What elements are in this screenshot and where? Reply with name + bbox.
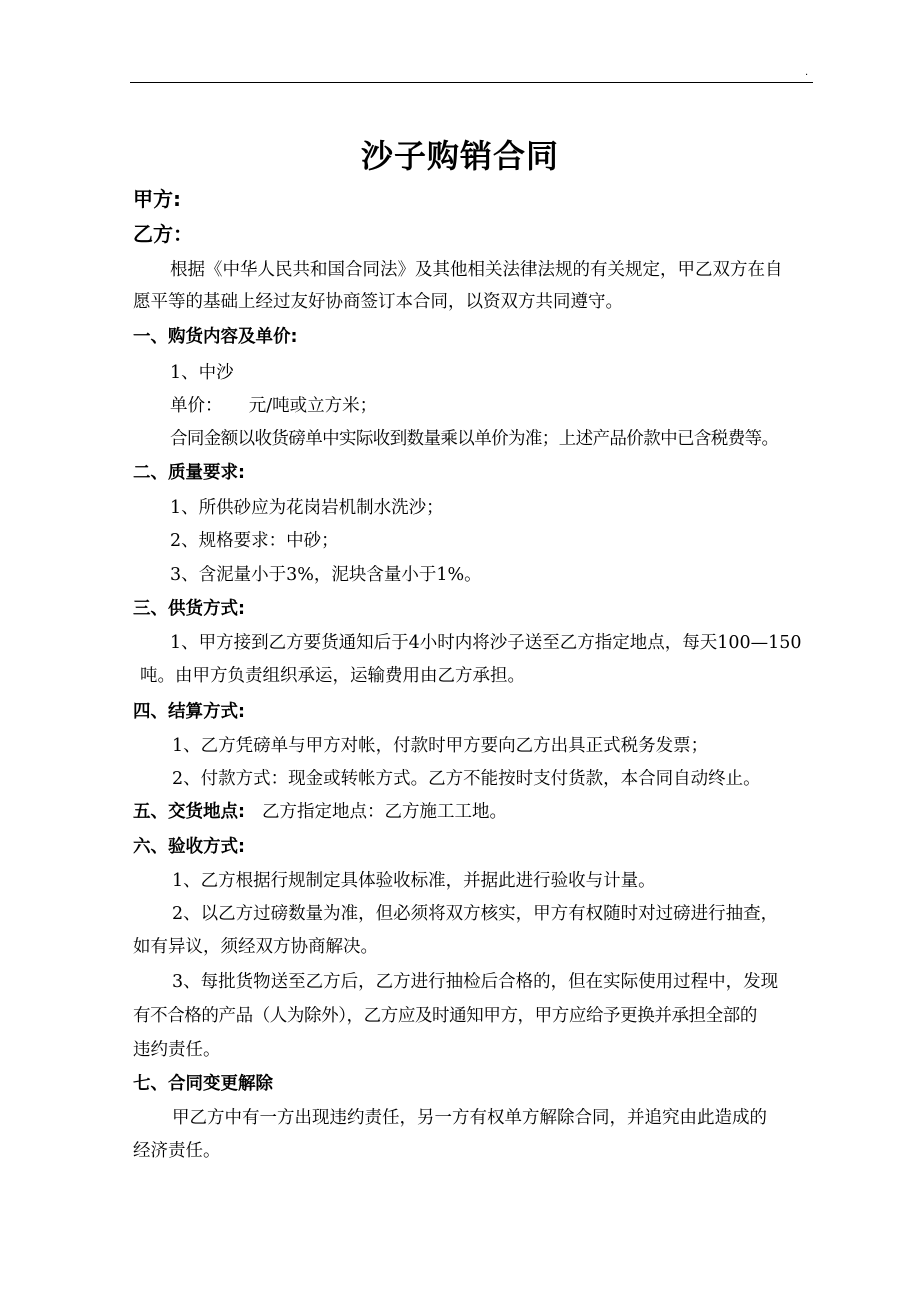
clause-line: 3、每批货物送至乙方后，乙方进行抽检后合格的，但在实际使用过程中，发现 [172, 972, 779, 992]
clause-line: 甲乙方中有一方出现违约责任，另一方有权单方解除合同，并追究由此造成的 [172, 1108, 767, 1128]
clause-line: 经济责任。 [133, 1141, 221, 1161]
party-a-label: 甲方: [133, 187, 181, 211]
section-heading: 四、结算方式: [133, 702, 245, 722]
clause-line: 1、甲方接到乙方要货通知后于4小时内将沙子送至乙方指定地点，每天100—150 [170, 633, 802, 653]
clause-line: 1、乙方凭磅单与甲方对帐，付款时甲方要向乙方出具正式税务发票； [172, 736, 709, 756]
document-title: 沙子购销合同 [360, 137, 559, 175]
section-heading: 六、验收方式: [133, 837, 245, 857]
clause-line: 1、中沙 [170, 363, 234, 383]
clause-line: 单价： 元/吨或立方米； [170, 396, 378, 416]
clause-line: 有不合格的产品（人为除外），乙方应及时通知甲方，甲方应给予更换并承担全部的 [133, 1006, 757, 1026]
intro-line: 根据《中华人民共和国合同法》及其他相关法律法规的有关规定，甲乙双方在自 [170, 260, 783, 280]
party-b-label: 乙方： [133, 222, 193, 246]
header-rule [130, 82, 813, 83]
clause-line: 如有异议，须经双方协商解决。 [133, 937, 378, 957]
header-mark: . [805, 67, 809, 78]
clause-line: 2、规格要求：中砂； [170, 531, 339, 551]
section-heading: 三、供货方式: [133, 599, 245, 619]
section-heading: 七、合同变更解除 [133, 1074, 273, 1094]
section-heading: 一、购货内容及单价: [133, 327, 298, 347]
clause-line: 违约责任。 [133, 1040, 221, 1060]
clause-line: 乙方指定地点：乙方施工工地。 [262, 802, 507, 822]
clause-line: 2、付款方式：现金或转帐方式。乙方不能按时支付货款，本合同自动终止。 [172, 769, 761, 789]
clause-line: 3、含泥量小于3%，泥块含量小于1%。 [170, 565, 482, 585]
clause-line: 2、以乙方过磅数量为准，但必须将双方核实，甲方有权随时对过磅进行抽查， [172, 904, 779, 924]
intro-line: 愿平等的基础上经过友好协商签订本合同，以资双方共同遵守。 [133, 292, 623, 312]
section-heading: 二、质量要求: [133, 463, 245, 483]
clause-line: 吨。由甲方负责组织承运，运输费用由乙方承担。 [140, 666, 525, 686]
clause-line: 1、乙方根据行规制定具体验收标准，并据此进行验收与计量。 [172, 871, 656, 891]
clause-line: 合同金额以收货磅单中实际收到数量乘以单价为准；上述产品价款中已含税费等。 [170, 429, 779, 449]
section-heading: 五、交货地点: [133, 802, 245, 822]
clause-line: 1、所供砂应为花岗岩机制水洗沙； [170, 498, 444, 518]
